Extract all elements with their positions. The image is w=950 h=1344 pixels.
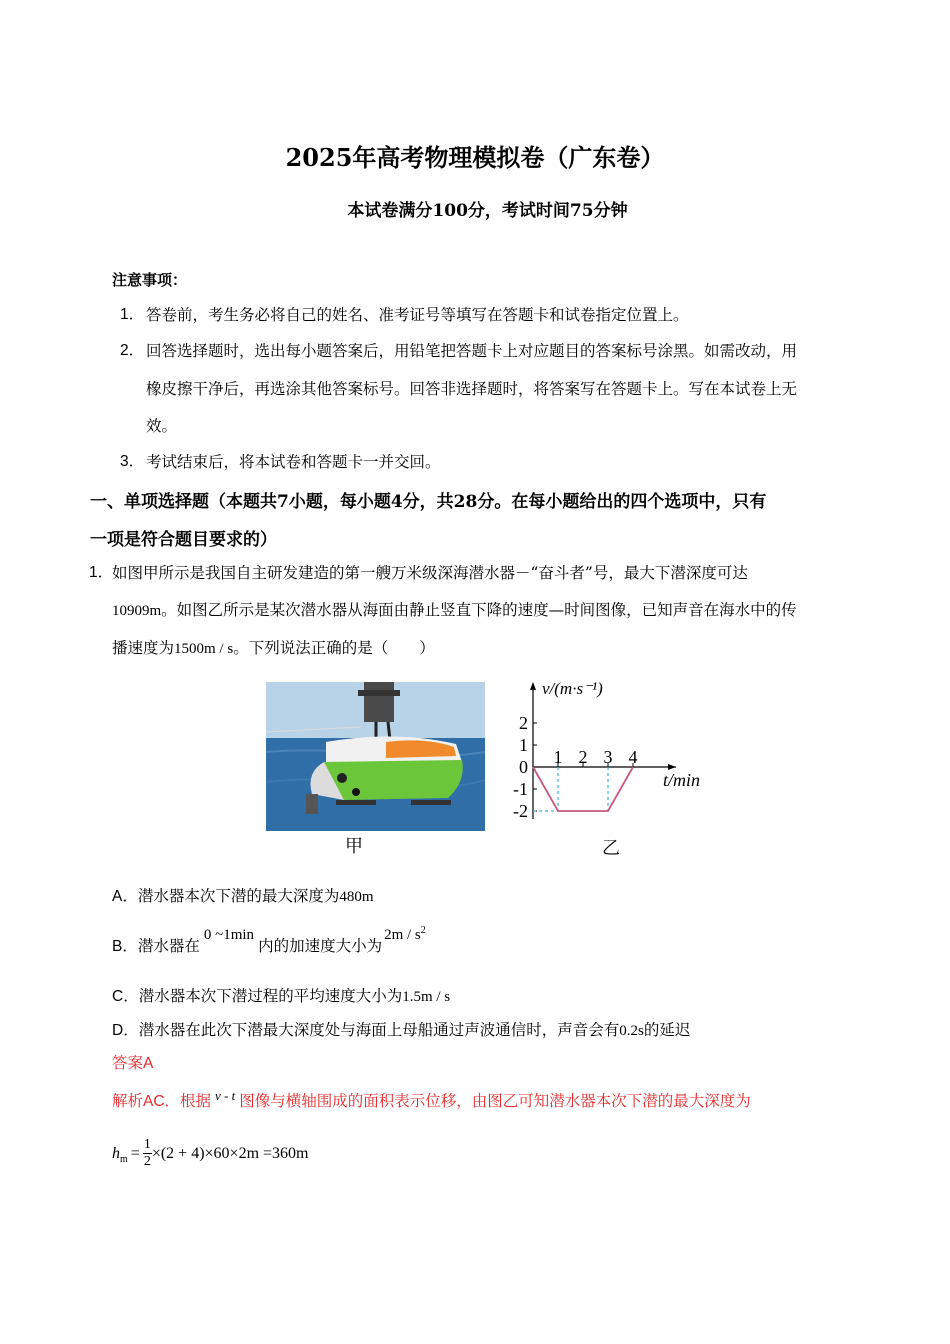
- option-a-value: 480m: [339, 889, 374, 905]
- sound-speed: 1500m / s: [174, 641, 234, 657]
- option-a-text: 潜水器本次下潜的最大深度为: [137, 887, 340, 905]
- chart-xlabel: t/min: [663, 770, 701, 790]
- page-subtitle: 本试卷满分100分，考试时间75分钟: [347, 201, 628, 221]
- y-tick-label: -1: [513, 779, 528, 799]
- question-number: 1．: [89, 564, 114, 581]
- option-c: [112, 984, 450, 1006]
- section-heading-line-2: 一项是符合题目要求的）: [90, 530, 277, 550]
- option-d-label: D．: [112, 1022, 139, 1039]
- option-c-label: C．: [112, 988, 139, 1005]
- question-line-1: 如图甲所示是我国自主研发建造的第一艘万米级深海潜水器－“奋斗者”号，最大下潜深度可达: [112, 564, 748, 582]
- question-line-2-text: 。如图乙所示是某次潜水器从海面由静止竖直下降的速度—时间图像，已知声音在海水中的传: [161, 601, 797, 619]
- option-b-label: B．: [112, 938, 138, 955]
- formula-numerator: 1: [143, 1137, 151, 1152]
- x-tick-label: 3: [603, 747, 613, 767]
- question-line-3-tail: 。下列说法正确的是（ ）: [233, 639, 435, 657]
- formula-denominator: 2: [143, 1154, 151, 1169]
- option-d-value: 0.2s: [619, 1023, 644, 1039]
- option-d: [112, 1018, 690, 1040]
- notice-item-2-line-3: 效。: [146, 417, 178, 435]
- option-b-interval: 0 ~1min: [203, 927, 255, 943]
- chart-ylabel: v/(m·s⁻¹): [542, 679, 603, 698]
- x-tick-label: 4: [628, 747, 638, 767]
- option-d-text-2: 的延迟: [643, 1021, 691, 1039]
- velocity-time-chart: [500, 672, 730, 822]
- figure-label-yi: 乙: [602, 838, 620, 859]
- option-b: [112, 925, 426, 956]
- notice-item-3: 考试结束后，将本试卷和答题卡一并交回。: [146, 453, 441, 471]
- formula-subscript: m: [120, 1154, 128, 1165]
- question-line-3-text: 播速度为: [112, 639, 175, 657]
- velocity-line: [533, 767, 633, 811]
- notice-number-2: 2．: [120, 342, 145, 359]
- formula-fraction: [143, 1137, 152, 1170]
- depth-value: 10909m: [112, 603, 162, 619]
- figure-label-jia: 甲: [345, 836, 363, 857]
- option-d-text-1: 潜水器在此次下潜最大深度处与海面上母船通过声波通信时，声音会有: [138, 1021, 620, 1039]
- option-b-unit: 2m / s: [384, 927, 421, 943]
- question-line-3: [112, 638, 435, 659]
- y-tick-label: -2: [513, 801, 528, 821]
- page-title: 2025年高考物理模拟卷（广东卷）: [285, 143, 665, 172]
- analysis-line: [112, 1088, 751, 1112]
- y-tick-label: 0: [519, 757, 528, 777]
- option-b-exponent: 2: [420, 925, 426, 936]
- y-tick-label: 2: [519, 713, 528, 733]
- x-tick-label: 1: [553, 747, 563, 767]
- notice-number-1: 1．: [120, 306, 145, 323]
- notice-item-2-line-2: 橡皮擦干净后，再选涂其他答案标号。回答非选择题时，将答案写在答题卡上。写在本试卷上无: [146, 380, 798, 398]
- analysis-vt-symbol: v - t: [215, 1088, 236, 1103]
- answer-formula: [112, 1137, 308, 1170]
- y-tick-label: 1: [519, 735, 528, 755]
- formula-h: h: [112, 1144, 120, 1162]
- analysis-text: 图像与横轴围成的面积表示位移，由图乙可知潜水器本次下潜的最大深度为: [239, 1092, 751, 1110]
- formula-equals: =: [130, 1144, 140, 1162]
- x-tick-label: 2: [578, 747, 588, 767]
- y-axis-arrow: [530, 682, 536, 690]
- chart-series: [533, 767, 633, 811]
- option-a: [112, 884, 374, 906]
- submersible-illustration: [266, 682, 485, 831]
- option-c-text: 潜水器本次下潜过程的平均速度大小为: [138, 987, 403, 1005]
- analysis-prefix: 解析AC．根据: [112, 1093, 212, 1110]
- notice-number-3: 3．: [120, 453, 145, 470]
- notice-heading: 注意事项：: [112, 271, 188, 289]
- option-b-value: [382, 927, 426, 943]
- option-c-value: 1.5m / s: [402, 989, 451, 1005]
- notice-item-1: 答卷前，考生务必将自己的姓名、准考证号等填写在答题卡和试卷指定位置上。: [146, 306, 689, 324]
- option-b-text-1: 潜水器在: [137, 937, 200, 955]
- section-heading-line-1: 一、单项选择题（本题共7小题，每小题4分，共28分。在每小题给出的四个选项中，只有: [90, 492, 767, 512]
- option-a-label: A．: [112, 888, 138, 905]
- formula-rest: ×(2 + 4)×60×2m =360m: [151, 1144, 309, 1162]
- question-line-2: [112, 600, 797, 621]
- notice-item-2-line-1: 回答选择题时，选出每小题答案后，用铅笔把答题卡上对应题目的答案标号涂黑。如需改动，用: [146, 342, 798, 360]
- option-b-text-2: 内的加速度大小为: [258, 937, 383, 955]
- submersible-photo: [266, 682, 485, 831]
- answer-label: 答案A: [112, 1055, 154, 1072]
